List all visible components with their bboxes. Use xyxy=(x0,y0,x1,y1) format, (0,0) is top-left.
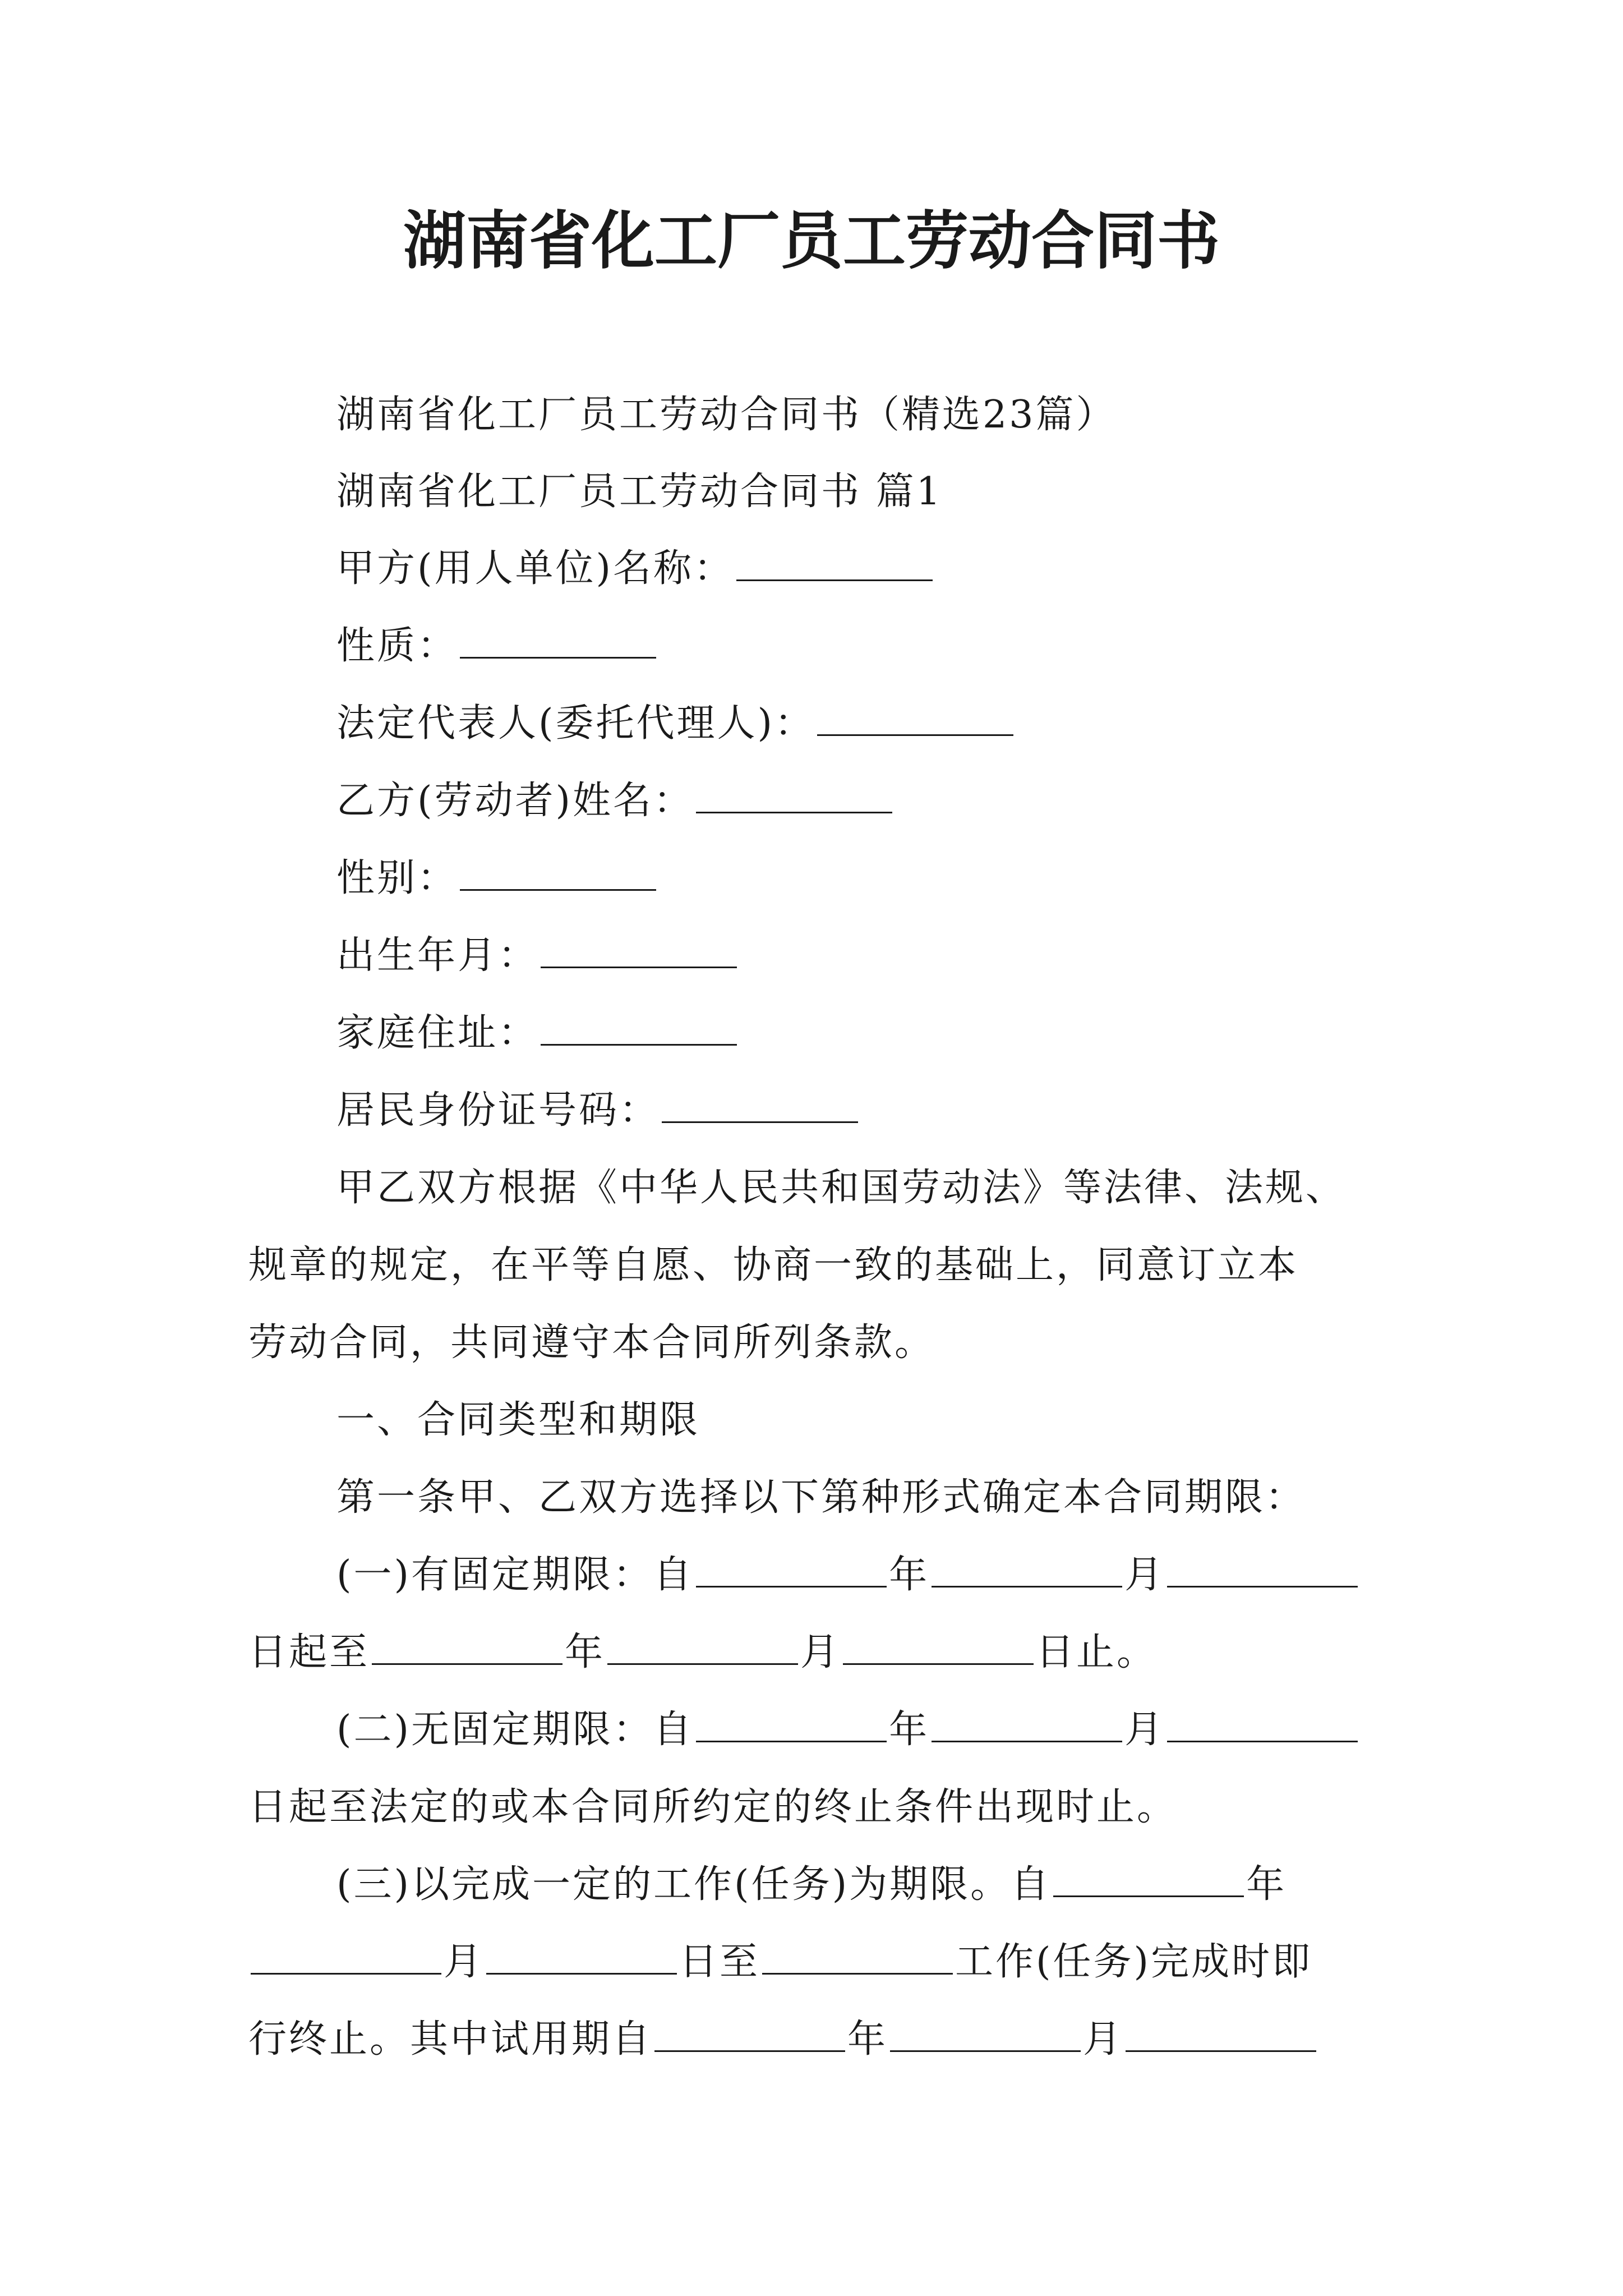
fill-blank xyxy=(890,2047,1081,2052)
year-label: 年 xyxy=(1246,1862,1287,1907)
article-heading: 一、合同类型和期限 xyxy=(336,1398,700,1442)
month-label: 月 xyxy=(1083,2017,1124,2062)
intro-line-2: 规章的规定，在平等自愿、协商一致的基础上，同意订立本 xyxy=(248,1243,1299,1287)
fill-blank xyxy=(1126,2047,1316,2052)
field-label: 居民身份证号码： xyxy=(336,1088,660,1133)
field-label: 出生年月： xyxy=(336,933,539,978)
field-gender xyxy=(336,852,658,905)
open-term-line-2: 日起至法定的或本合同所约定的终止条件出现时止。 xyxy=(248,1785,1178,1829)
month-label: 月 xyxy=(800,1630,841,1674)
year-label: 年 xyxy=(847,2017,888,2062)
probation-label: 行终止。其中试用期自 xyxy=(248,2017,653,2062)
fill-blank xyxy=(696,808,892,813)
fill-blank xyxy=(932,1582,1122,1588)
field-label: 法定代表人(委托代理人)： xyxy=(336,701,815,746)
fill-blank xyxy=(607,1660,798,1665)
field-label: 乙方(劳动者)姓名： xyxy=(336,779,694,823)
fill-blank xyxy=(486,1970,677,1975)
day-end-label: 日止。 xyxy=(1036,1630,1158,1674)
field-id-number xyxy=(336,1084,860,1138)
fill-blank xyxy=(460,886,656,891)
subtitle: 湖南省化工厂员工劳动合同书（精选23篇） xyxy=(336,393,1117,437)
fixed-term-line-1 xyxy=(336,1548,1360,1602)
task-term-prefix: (三)以完成一定的工作(任务)为期限。自 xyxy=(336,1862,1052,1907)
fill-blank xyxy=(662,1118,858,1123)
document-title: 湖南省化工厂员工劳动合同书 xyxy=(403,204,1220,278)
fill-blank xyxy=(932,1737,1122,1742)
fill-blank xyxy=(736,576,933,581)
fill-blank xyxy=(251,1970,441,1975)
open-term-line-1 xyxy=(336,1703,1360,1757)
fill-blank xyxy=(696,1737,887,1742)
task-term-line-3 xyxy=(248,2013,1318,2067)
day-from-to-label: 日起至 xyxy=(248,1630,370,1674)
field-label: 性质： xyxy=(336,624,458,668)
intro-line-3: 劳动合同，共同遵守本合同所列条款。 xyxy=(248,1320,935,1365)
work-done-label: 工作(任务)完成时即 xyxy=(955,1940,1313,1984)
year-label: 年 xyxy=(565,1630,606,1674)
fixed-term-line-2 xyxy=(248,1626,1157,1680)
section-heading: 湖南省化工厂员工劳动合同书 篇1 xyxy=(336,470,943,514)
task-term-line-1 xyxy=(336,1858,1287,1912)
fill-blank xyxy=(541,963,737,968)
fill-blank xyxy=(1167,1582,1358,1588)
fill-blank xyxy=(372,1660,562,1665)
field-label: 家庭住址： xyxy=(336,1011,539,1055)
task-term-line-2 xyxy=(248,1935,1312,1989)
fill-blank xyxy=(1053,1892,1244,1897)
day-to-label: 日至 xyxy=(679,1940,760,1984)
fixed-term-prefix: (一)有固定期限：自 xyxy=(336,1553,694,1597)
fill-blank xyxy=(654,2047,845,2052)
month-label: 月 xyxy=(1124,1708,1165,1752)
field-legal-rep xyxy=(336,697,1016,751)
intro-line-1: 甲乙双方根据《中华人民共和国劳动法》等法律、法规、 xyxy=(336,1166,1347,1210)
field-address xyxy=(336,1006,739,1060)
field-label: 性别： xyxy=(336,856,458,900)
fill-blank xyxy=(843,1660,1034,1665)
field-birth xyxy=(336,929,739,983)
month-label: 月 xyxy=(1124,1553,1165,1597)
year-label: 年 xyxy=(889,1553,930,1597)
fill-blank xyxy=(460,654,656,659)
fill-blank xyxy=(541,1041,737,1046)
fill-blank xyxy=(1167,1737,1358,1742)
field-nature xyxy=(336,619,658,673)
month-label: 月 xyxy=(444,1940,485,1984)
fill-blank xyxy=(696,1582,887,1588)
fill-blank xyxy=(817,731,1013,736)
article-1: 第一条甲、乙双方选择以下第种形式确定本合同期限： xyxy=(336,1475,1306,1520)
field-party-a-name xyxy=(336,542,935,596)
field-party-b-name xyxy=(336,774,895,828)
field-label: 甲方(用人单位)名称： xyxy=(336,546,735,591)
year-label: 年 xyxy=(889,1708,930,1752)
open-term-prefix: (二)无固定期限：自 xyxy=(336,1708,694,1752)
fill-blank xyxy=(762,1970,953,1975)
